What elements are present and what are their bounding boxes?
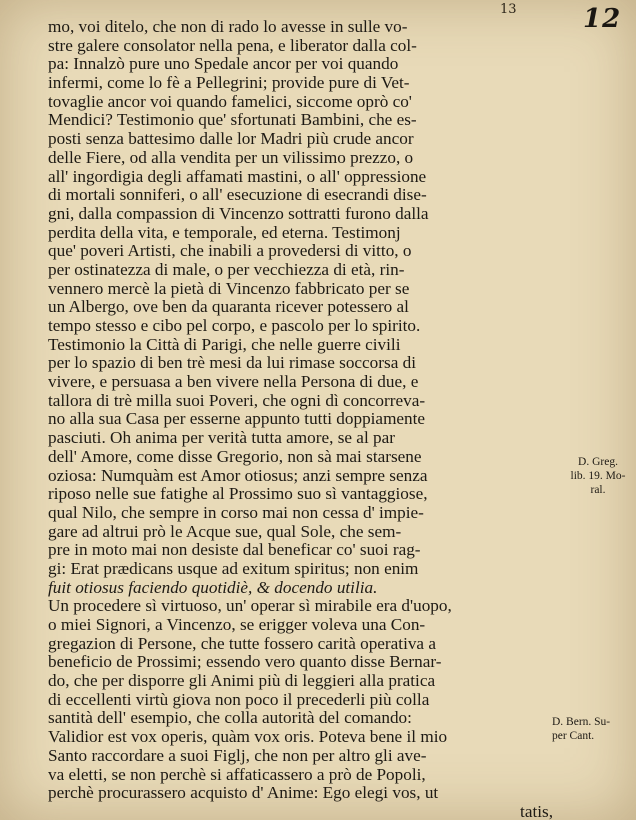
text-line: riposo nelle sue fatighe al Prossimo suo sì vantaggiose, bbox=[48, 485, 428, 504]
text-line: gare ad altrui prò le Acque sue, qual Sole, che sem- bbox=[48, 522, 402, 541]
page-number: 13 bbox=[500, 2, 517, 17]
text-line: tempo stesso e cibo pel corpo, e pascolo per lo spirito. bbox=[48, 317, 421, 335]
text-line: Validior est vox operis, quàm vox oris. Poteva bene il mio bbox=[48, 728, 448, 747]
text-line: gregazion di Persone, che tutte fossero carità operativa a bbox=[48, 634, 436, 653]
text-line: pre in moto mai non desiste dal beneficar co' suoi rag- bbox=[48, 541, 421, 560]
text-line: mo, voi ditelo, che non di rado lo avesse in sulle vo- bbox=[48, 18, 408, 36]
text-line: va eletti, se non perchè si affaticassero a prò de Popoli, bbox=[48, 765, 426, 784]
handwritten-folio-number: 12 bbox=[583, 4, 622, 34]
text-line: Un procedere sì virtuoso, un' operar sì mirabile era d'uopo, bbox=[48, 597, 452, 616]
margin-note-line: ral. bbox=[590, 484, 606, 496]
text-line: tatis, bbox=[520, 802, 553, 820]
margin-note-line: D. Greg. bbox=[578, 456, 618, 468]
text-line: que' poveri Artisti, che inabili a provedersi di vitto, o bbox=[48, 242, 412, 261]
text-line: tallora di trè milla suoi Poveri, che ogni dì concorreva- bbox=[48, 391, 426, 410]
text-line: vivere, e persuasa a ben vivere nella Persona di due, e bbox=[48, 373, 419, 392]
text-line: un Albergo, ove ben da quaranta ricever potessero al bbox=[48, 298, 409, 317]
text-line: Mendici? Testimonio que' sfortunati Bambini, che es- bbox=[48, 111, 417, 130]
margin-note-line: D. Bern. Su- bbox=[552, 716, 611, 728]
margin-note-bernard bbox=[552, 715, 632, 743]
text-line: gni, dalla compassion di Vincenzo sottratti furono dalla bbox=[48, 204, 429, 223]
text-line: santità dell' esempio, che colla autorità del comando: bbox=[48, 709, 412, 728]
text-line: perdita della vita, e temporale, ed eterna. Testimonj bbox=[48, 223, 401, 242]
text-line: o miei Signori, a Vincenzo, se erigger voleva una Con- bbox=[48, 616, 426, 634]
text-line: qual Nilo, che sempre in corso mai non cessa d' impie- bbox=[48, 503, 424, 522]
text-line: per ostinatezza di male, o per vecchiezza di età, rin- bbox=[48, 260, 405, 279]
margin-note-line: lib. 19. Mo- bbox=[570, 470, 626, 482]
text-line: beneficio de Prossimi; essendo vero quanto disse Bernar- bbox=[48, 653, 442, 672]
text-line: vennero mercè la pietà di Vincenzo fabbricato per se bbox=[48, 279, 410, 298]
text-line: per lo spazio di ben trè mesi da lui rimase soccorsa di bbox=[48, 354, 416, 373]
text-line: tovaglie ancor voi quando famelici, siccome oprò co' bbox=[48, 92, 412, 111]
text-line: oziosa: Numquàm est Amor otiosus; anzi sempre senza bbox=[48, 466, 428, 485]
text-line: infermi, come lo fè a Pellegrini; provide pure di Vet- bbox=[48, 74, 410, 93]
text-line: di eccellenti virtù giova non poco il precederli più colla bbox=[48, 690, 430, 709]
text-line: do, che per disporre gli Animi più di leggieri alla pratica bbox=[48, 672, 436, 691]
text-line: all' ingordigia degli affamati mastini, o all' oppressione bbox=[48, 167, 427, 186]
text-line: dell' Amore, come disse Gregorio, non sà mai starsene bbox=[48, 447, 422, 466]
text-line: Testimonio la Città di Parigi, che nelle guerre civili bbox=[48, 335, 401, 354]
text-line: pa: Innalzò pure uno Spedale ancor per voi quando bbox=[48, 55, 399, 74]
text-line: gi: Erat prædicans usque ad exitum spiritus; non enim bbox=[48, 559, 419, 578]
text-line: fuit otiosus faciendo quotidiè, & docendo utilia. bbox=[48, 578, 378, 597]
text-line: perchè procurassero acquisto d' Anime: Ego elegi vos, ut bbox=[48, 784, 439, 803]
text-line: di mortali sonniferi, o all' esecuzione di esecrandi dise- bbox=[48, 186, 427, 205]
margin-note-line: per Cant. bbox=[552, 730, 595, 742]
text-line: no alla sua Casa per esserne appunto tutti doppiamente bbox=[48, 410, 426, 429]
text-line: posti senza battesimo dalle lor Madri più crude ancor bbox=[48, 130, 414, 149]
margin-note-gregory bbox=[558, 455, 636, 497]
text-line: pasciuti. Oh anima per verità tutta amore, se al par bbox=[48, 429, 395, 448]
text-line: Santo raccordare a suoi Figlj, che non per altro gli ave- bbox=[48, 746, 427, 765]
text-line: delle Fiere, od alla vendita per un vilissimo prezzo, o bbox=[48, 148, 414, 167]
text-line: stre galere consolator nella pena, e liberator dalla col- bbox=[48, 36, 417, 55]
body-text bbox=[48, 18, 553, 820]
